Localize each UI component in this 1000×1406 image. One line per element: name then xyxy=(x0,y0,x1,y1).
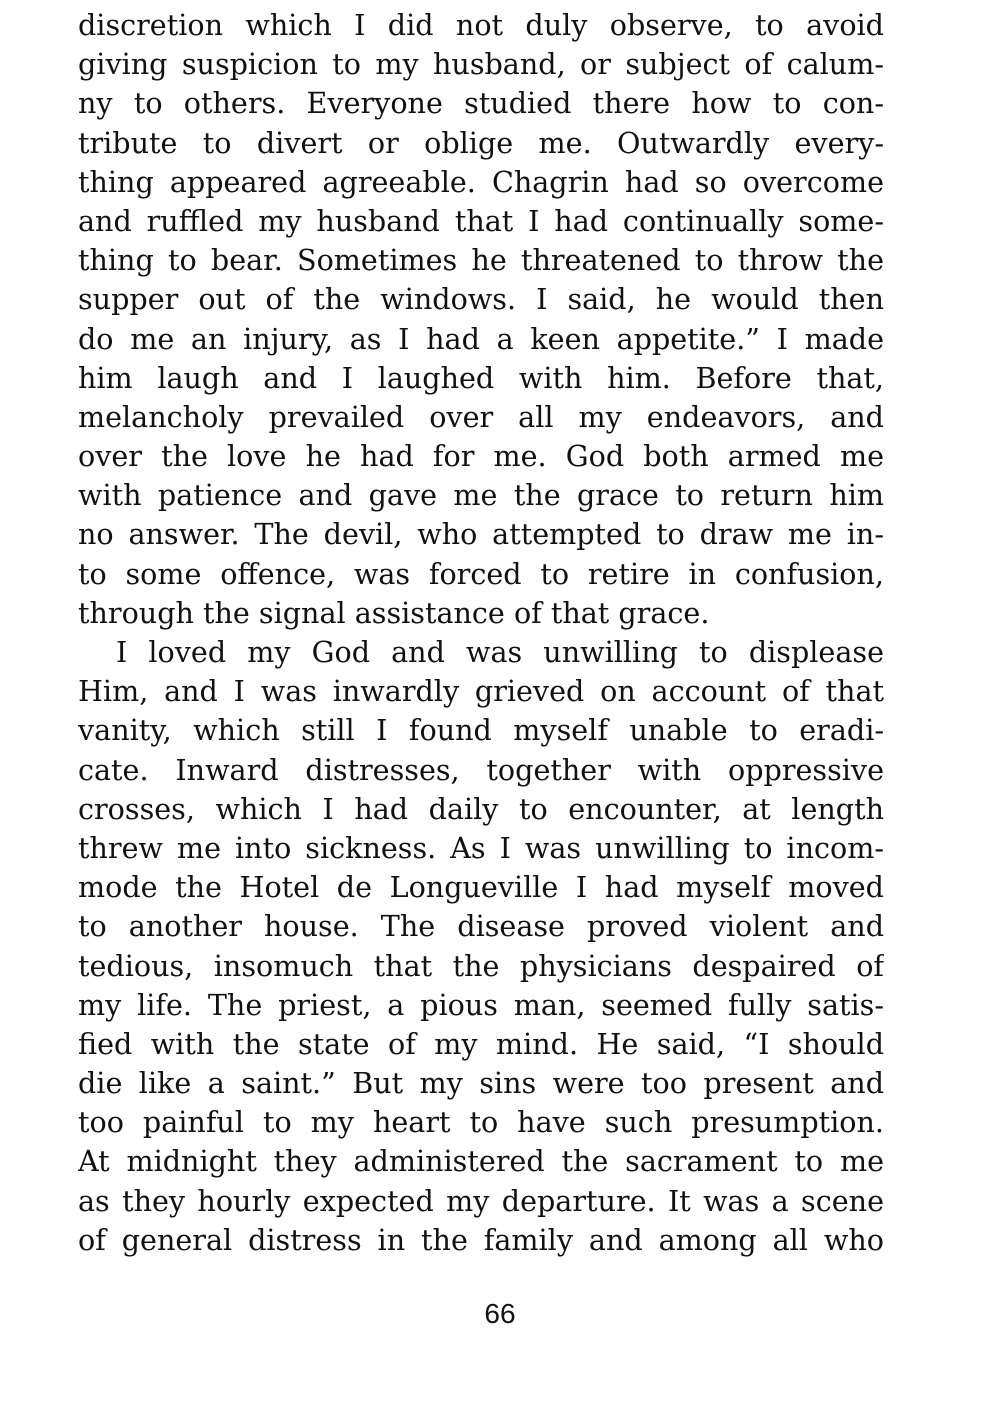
text-line: At midnight they administered the sacrament to me xyxy=(78,1144,884,1179)
text-line: do me an injury, as I had a keen appetite.” I made xyxy=(78,321,884,356)
text-line: tribute to divert or oblige me. Outwardly every- xyxy=(78,125,884,160)
text-line: too painful to my heart to have such presumption. xyxy=(78,1105,884,1140)
text-line: him laugh and I laughed with him. Before that, xyxy=(78,360,884,395)
paragraph-start-line: I loved my God and was unwilling to displease xyxy=(116,635,884,669)
text-line: melancholy prevailed over all my endeavors, and xyxy=(78,399,884,434)
body-text xyxy=(78,6,884,1260)
text-line: ny to others. Everyone studied there how to con- xyxy=(78,86,884,121)
text-line: with patience and gave me the grace to return him xyxy=(78,478,884,513)
text-line: vanity, which still I found myself unable to eradi- xyxy=(78,713,884,748)
text-line: and ruffled my husband that I had continually some- xyxy=(78,203,884,238)
text-line: as they hourly expected my departure. It was a scene xyxy=(78,1183,884,1218)
text-line: of general distress in the family and among all who xyxy=(78,1222,884,1257)
text-line: mode the Hotel de Longueville I had myself moved xyxy=(78,870,884,905)
text-line: discretion which I did not duly observe, to avoid xyxy=(78,8,884,42)
page-number: 66 xyxy=(484,1298,516,1329)
text-line: to another house. The disease proved violent and xyxy=(78,909,884,944)
text-line: over the love he had for me. God both armed me xyxy=(78,439,884,474)
text-line: thing appeared agreeable. Chagrin had so overcome xyxy=(78,164,884,199)
text-line: no answer. The devil, who attempted to draw me in- xyxy=(78,517,884,552)
text-line: crosses, which I had daily to encounter, at length xyxy=(78,791,884,826)
text-line: die like a saint.” But my sins were too present and xyxy=(78,1066,884,1101)
text-line: supper out of the windows. I said, he would then xyxy=(78,282,884,317)
paragraph-end-line: through the signal assistance of that grace. xyxy=(78,595,710,630)
text-line: thing to bear. Sometimes he threatened to throw the xyxy=(78,243,884,278)
text-line: cate. Inward distresses, together with oppressive xyxy=(78,752,884,787)
text-line: threw me into sickness. As I was unwilling to incom- xyxy=(78,830,884,865)
text-line: tedious, insomuch that the physicians despaired of xyxy=(78,948,884,983)
text-line: to some offence, was forced to retire in confusion, xyxy=(78,556,884,591)
text-line: Him, and I was inwardly grieved on account of that xyxy=(78,674,884,709)
text-line: my life. The priest, a pious man, seemed fully satis- xyxy=(78,987,884,1022)
text-line: giving suspicion to my husband, or subject of calum- xyxy=(78,47,884,82)
text-line: fied with the state of my mind. He said, “I should xyxy=(78,1026,884,1061)
